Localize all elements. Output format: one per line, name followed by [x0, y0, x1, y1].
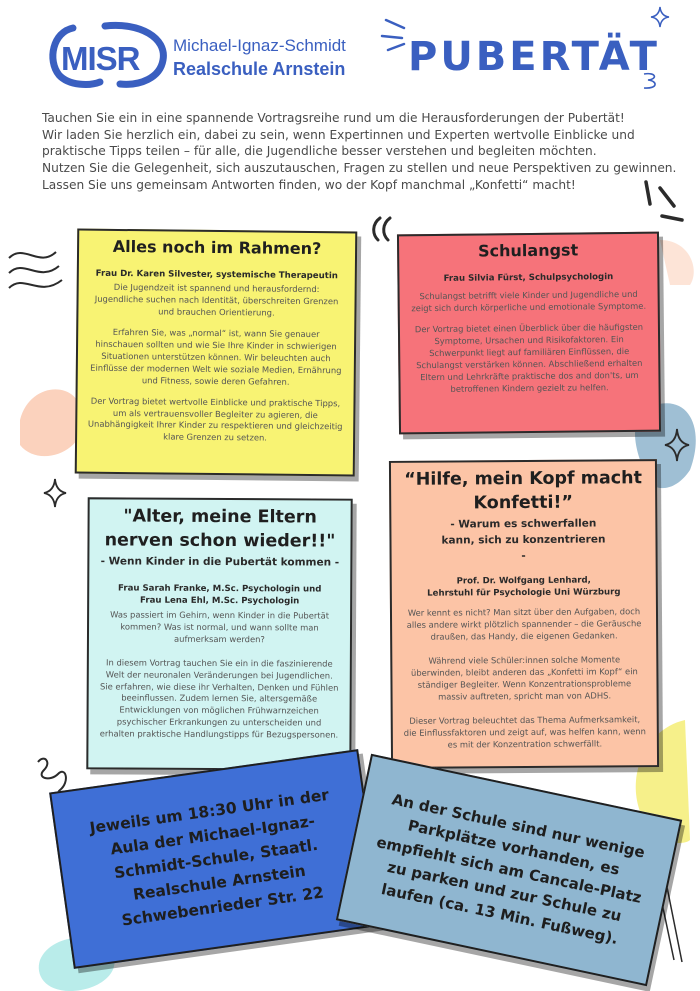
- intro-line: Lassen Sie uns gemeinsam Antworten finden, wo der Kopf manchmal „Konfetti“ macht!: [42, 177, 576, 192]
- doodle-squiggle-icon: [640, 70, 670, 92]
- card-paragraph: Was passiert im Gehirn, wenn Kinder in die Pubertät kommen? Was ist normal, und wann sollte man aufmerksam werden?: [110, 609, 330, 644]
- card-paragraph: Während viele Schüler:innen solche Momente überwinden, bleibt anderen das „Konfetti im Kopf“ ein ständiger Begleiter. Wenn Konzentrationsprobleme massiv auftreten, spricht man von ADHS.: [410, 654, 638, 702]
- card-paragraph: Die Jugendzeit ist spannend und herausfordernd: Jugendliche suchen nach Identität, überschreiten Grenzen und brauchen Orientierung.: [94, 282, 339, 318]
- card-title: Schulangst: [477, 240, 579, 261]
- doodle-quote-icon: [368, 214, 398, 244]
- card-paragraph: Dieser Vortrag beleuchtet das Thema Aufmerksamkeit, die Einflussfaktoren und zeigt auf, was helfen kann, wenn es mit der Konzentration schwerfällt.: [403, 714, 646, 750]
- intro-line: praktische Tipps teilen – für alle, die Jugendliche besser verstehen und begleiten möchten.: [42, 144, 597, 159]
- card-kopf-konfetti: [389, 459, 659, 769]
- card-paragraph: Erfahren Sie, was „normal“ ist, wann Sie genauer hinschauen sollten und wie Sie Ihre Kinder in schwierigen Situationen unterstützen können. Wir beleuchten auch Einflüsse der modernen Welt wie soziale Medien, Ernährung und Fitness, sowie deren Gefahren.: [90, 326, 342, 387]
- card-paragraph: Wer kennt es nicht? Man sitzt über den Aufgaben, doch alles andere wirkt plötzlich spannender – die Geräusche draußen, das Handy, die eigenen Gedanken.: [406, 606, 642, 642]
- doodle-rays-icon: [378, 14, 438, 54]
- card-paragraph: Der Vortrag bietet wertvolle Einblicke und praktische Tipps, um als vertrauensvoller Begleiter zu agieren, die Unabhängigkeit Ihrer Kinder zu respektieren und gleichzeitig klare Grenzen zu setzen.: [87, 395, 343, 443]
- card-title: "Alter, meine Eltern nerven schon wieder!!": [104, 506, 336, 552]
- card-schulangst: [397, 232, 661, 435]
- intro-line: Wir laden Sie herzlich ein, dabei zu sein, wenn Expertinnen und Experten wertvolle Einblicke und: [42, 127, 635, 142]
- card-alles-im-rahmen: [75, 229, 358, 477]
- card-paragraph: In diesem Vortrag tauchen Sie ein in die faszinierende Welt der neuronalen Veränderungen bei Jugendlichen. Sie erfahren, wie diese ihr Verhalten, Denken und Fühlen beeinflussen. Zudem lernen Sie, altersgemäße Entwicklungen von möglichen Frühwarnzeichen psychischer Erkrankungen zu unterscheiden und erhalten praktische Handlungstipps für Bezugspersonen.: [99, 657, 339, 740]
- school-name-line1: Michael-Ignaz-Schmidt: [173, 36, 346, 55]
- sparkle-icon: [43, 478, 67, 508]
- card-speaker: Lehrstuhl für Psychologie Uni Würzburg: [427, 587, 621, 599]
- card-subtitle: - Warum es schwerfallen kann, sich zu konzentrieren -: [441, 517, 606, 562]
- card-subtitle: - Wenn Kinder in die Pubertät kommen -: [100, 555, 340, 569]
- intro-line: Nutzen Sie die Gelegenheit, sich auszutauschen, Fragen zu stellen und neue Perspektiven zu gewinnen.: [42, 161, 677, 176]
- card-speaker: Frau Silvia Fürst, Schulpsychologin: [443, 271, 614, 284]
- doodle-wave-icon: [4, 238, 74, 308]
- misr-logo-icon: [45, 20, 170, 90]
- card-speaker: Frau Sarah Franke, M.Sc. Psychologin und: [117, 583, 322, 595]
- card-paragraph: Der Vortrag bietet einen Überblick über die häufigsten Symptome, Ursachen und Risikofaktoren. Ein Schwerpunkt liegt auf familiären Einflüssen, die Schulangst verstärken können. Abschließend erhalten Eltern und Lehrkräfte praktische dos and don'ts, um betroffenen Kindern gezielt zu helfen.: [414, 321, 644, 394]
- school-name-line2: Realschule Arnstein: [173, 59, 346, 79]
- school-logo: [45, 20, 375, 90]
- intro-text: [42, 110, 682, 194]
- sparkle-icon: [664, 428, 690, 462]
- note-text: An der Schule sind nur wenige Parkplätze vorhanden, es empfiehlt sich am Cancale-Platz zu parken und zur Schule zu laufen (ca. 13 Min. Fußweg).: [374, 790, 647, 948]
- card-speaker: Frau Lena Ehl, M.Sc. Psychologin: [140, 596, 300, 607]
- card-paragraph: Schulangst betrifft viele Kinder und Jugendliche und zeigt sich durch körperliche und emotionale Symptome.: [411, 289, 647, 314]
- card-speaker: Frau Dr. Karen Silvester, systemische Therapeutin: [95, 268, 338, 282]
- card-speaker: Prof. Dr. Wolfgang Lenhard,: [456, 575, 591, 586]
- sparkle-icon: [650, 6, 670, 28]
- card-eltern-nerven: [86, 497, 352, 770]
- page-title: PUBERTÄT: [408, 34, 660, 80]
- doodle-strokes-icon: [638, 178, 688, 228]
- note-text: Jeweils um 18:30 Uhr in der Aula der Michael-Ignaz-Schmidt-Schule, Staatl. Realschule Arnstein Schwebenrieder Str. 22: [88, 785, 331, 930]
- intro-line: Tauchen Sie ein in eine spannende Vortragsreihe rund um die Herausforderungen der Pubertät!: [42, 111, 625, 125]
- card-title: Alles noch im Rahmen?: [112, 236, 322, 259]
- card-title: “Hilfe, mein Kopf macht Konfetti!”: [404, 468, 643, 513]
- logo-text: MISR: [61, 40, 140, 77]
